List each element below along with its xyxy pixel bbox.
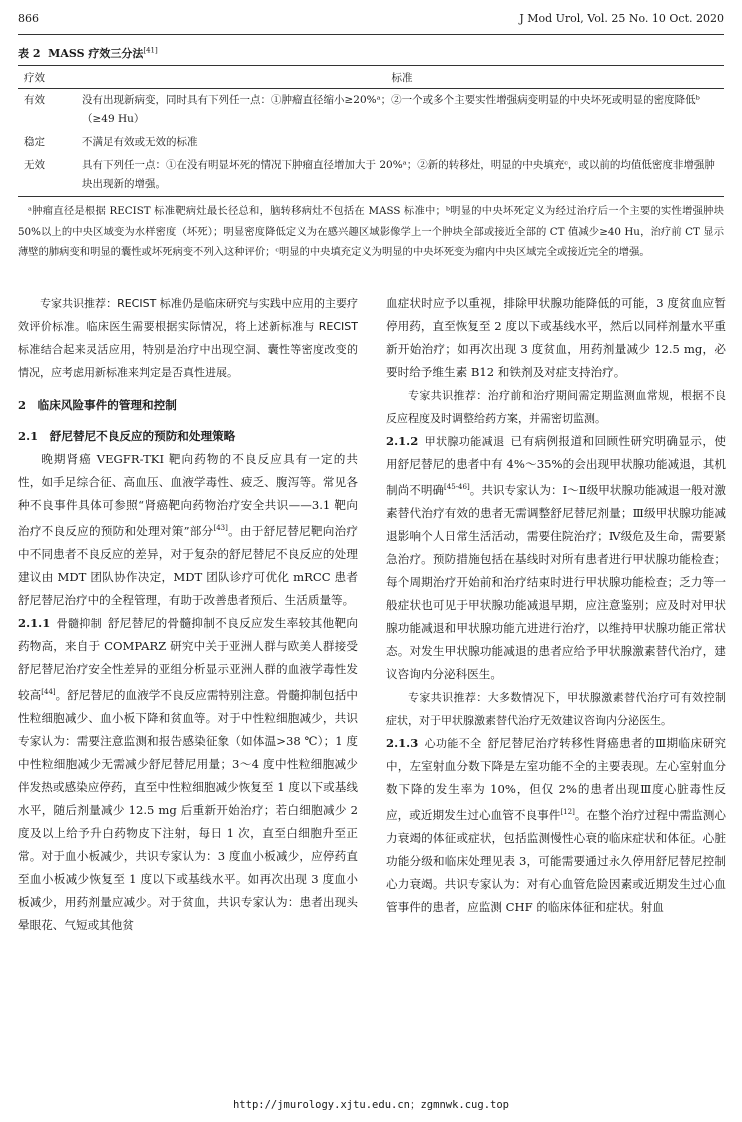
section-2-1-1-title: 骨髓抑制 <box>56 616 102 630</box>
consensus-thyroid: 专家共识推荐：大多数情况下，甲状腺激素替代治疗可有效控制症状，对于甲状腺激素替代治疗无效建议咨询内分泌医生。 <box>386 690 726 727</box>
running-header <box>18 12 724 30</box>
citation-45-46: [45-46] <box>444 483 470 491</box>
page-footer-url: http://jmurology.xjtu.edu.cn；zgmnwk.cug.top <box>232 1099 509 1111</box>
table-label: 表 2 <box>18 47 41 60</box>
table-footnote: ᵃ肿瘤直径是根据 RECIST 标准靶病灶最长径总和，脑转移病灶不包括在 MASS 标准中；ᵇ明显的中央坏死定义为经过治疗后一个主要的实性增强肿块 50%以上的中央区域变为水样密度（坏死）；明显密度降低定义为在感兴趣区域影像学上一个肿块全部或接近全部的 CT 值减少≥40 Hu，治疗前 CT 显示薄壁的肺病变和明显的囊性或坏死病变不列入这种评价；ᶜ明显的中央填充定义为明显的中央坏死变为瘤内中央区域完全或接近完全的增强。 <box>18 205 724 258</box>
citation-12: [12] <box>560 807 575 816</box>
section-2-1-1-number: 2.1.1 <box>18 615 51 630</box>
table-header-efficacy: 疗效 <box>18 67 80 89</box>
row-criteria: 不满足有效或无效的标准 <box>82 136 198 148</box>
row-label: 无效 <box>18 154 80 197</box>
table-row <box>18 154 724 197</box>
table-caption <box>18 45 158 61</box>
mass-table <box>18 67 724 197</box>
page-number: 866 <box>18 12 39 25</box>
paragraph-2-1-3: 2.1.3 心功能不全 舒尼替尼治疗转移性肾癌患者的Ⅲ期临床研究中，左室射血分数下降是左室功能不全的主要表现。左心室射血分数下降的发生率为 10%，但仅 2%的患者出现Ⅲ度心脏毒性反应，或近期发生过心血管不良事件[12]。在整个治疗过程中需监测心力衰竭的体征或症状，包括监测慢性心衰的临床症状和体征。心脏功能分级和临床处理见表 3，可能需要通过永久停用舒尼替尼控制心力衰竭。共识专家认为：对有心血管危险因素或近期发生过心血管事件的患者，应监测 CHF 的临床体征和症状。射血 <box>386 735 727 914</box>
consensus-blood: 专家共识推荐：治疗前和治疗期间需定期监测血常规，根据不良反应程度及时调整给药方案，并需密切监测。 <box>386 389 726 425</box>
table-top-rule <box>18 65 724 66</box>
citation-44: [44] <box>41 687 56 696</box>
section-2-1-3-title: 心功能不全 <box>424 736 482 750</box>
section-2-1-2-number: 2.1.2 <box>386 434 419 448</box>
right-column <box>386 292 726 919</box>
paragraph-anemia: 血症状时应予以重视，排除甲状腺功能降低的可能，3 度贫血应暂停用药，直至恢复至 2 度以下或基线水平，然后以同样剂量水平重新开始治疗；如再次出现 3 度贫血，用药剂量减少 12.5 mg，必要时给予维生素 B12 和铁剂及对症支持治疗。 <box>386 296 726 379</box>
consensus-recist: 专家共识推荐：RECIST 标准仍是临床研究与实践中应用的主要疗效评价标准。临床医生需要根据实际情况，将上述新标准与 RECIST 标准结合起来灵活应用，特别是治疗中出现空洞、囊性等密度改变的情况，应考虑用新标准来判定是否真性进展。 <box>18 297 358 379</box>
section-2-1-heading: 2.1 舒尼替尼不良反应的预防和处理策略 <box>18 429 236 443</box>
row-criteria: 没有出现新病变，同时具有下列任一点：①肿瘤直径缩小≥20%ᵃ；②一个或多个主要实性增强病变明显的中央坏死或明显的密度降低ᵇ（≥49 Hu） <box>82 94 700 125</box>
section-2-1-3-number: 2.1.3 <box>386 735 419 750</box>
paragraph-2-1-1: 2.1.1 骨髓抑制 舒尼替尼的骨髓抑制不良反应发生率较其他靶向药物高，来自于 COMPARZ 研究中关于亚洲人群与欧美人群接受舒尼替尼治疗安全性差异的亚组分析显示亚洲人群的血液学毒性发较高[44]。舒尼替尼的血液学不良反应需特别注意。骨髓抑制包括中性粒细胞减少、血小板下降和贫血等。对于中性粒细胞减少，共识专家认为：需要注意监测和报告感染征象（如体温>38 ℃）；1 度中性粒细胞减少无需减少舒尼替尼用量；3～4 度中性粒细胞减少伴发热或感染应停药，直至中性粒细胞减少恢复至 1 度以下或基线水平，随后剂量减少 12.5 mg 后重新开始治疗；若白细胞减少 2 度及以上给予升白药物皮下注射，每日 1 次，直至白细胞升至正常。对于血小板减少，共识专家认为：3 度血小板减少，应停药直至血小板减少恢复至 1 度以下或基线水平。如再次出现 3 度血小板减少，用药剂量应减少。对于贫血，共识专家认为：患者出现头晕眼花、气短或其他贫 <box>18 615 358 932</box>
section-2-1-2-title: 甲状腺功能减退 <box>424 435 505 448</box>
header-rule <box>18 34 724 35</box>
left-column <box>18 292 358 937</box>
section-2-heading: 2 临床风险事件的管理和控制 <box>18 398 177 412</box>
paragraph-2-1-2: 2.1.2 甲状腺功能减退 已有病例报道和回顾性研究明确显示，使用舒尼替尼的患者中有 4%～35%的会出现甲状腺功能减退，其机制尚不明确[45-46]。共识专家认为：Ⅰ～Ⅱ级甲状腺功能减退一般对激素替代治疗有效的患者无需调整舒尼替尼剂量；Ⅲ级甲状腺功能减退影响个人日常生活活动，需要住院治疗；Ⅳ级危及生命，需要紧急治疗。预防措施包括在基线时对所有患者进行甲状腺功能检查；每个周期治疗开始前和治疗结束时进行甲状腺功能检查；乏力等一般症状也可见于甲状腺功能减退早期，应注意鉴别；应及时对甲状腺功能减退和甲状腺功能亢进进行治疗，以维持甲状腺功能正常状态。对发生甲状腺功能减退的患者应给予甲状腺激素替代治疗，建议咨询内分泌科医生。 <box>386 434 726 681</box>
table-ref: [41] <box>143 46 158 55</box>
row-label: 稳定 <box>24 136 45 148</box>
citation-43: [43] <box>213 524 228 532</box>
journal-citation: J Mod Urol, Vol. 25 No. 10 Oct. 2020 <box>519 12 724 25</box>
table-row <box>18 131 724 154</box>
row-label: 有效 <box>24 94 45 106</box>
table-header-criteria: 标准 <box>80 67 724 89</box>
paragraph-intro: 晚期肾癌 VEGFR-TKI 靶向药物的不良反应具有一定的共性，如手足综合征、高血压、血液学毒性、疲乏、腹泻等。常见各种不良事件具体可参照“肾癌靶向药物治疗安全共识——3.1 靶向治疗不良反应的预防和处理对策”部分[43]。由于舒尼替尼靶向治疗中不同患者不良反应的差异，对于复杂的舒尼替尼不良反应的处理建议由 MDT 团队协作决定，MDT 团队诊疗可优化 mRCC 患者舒尼替尼治疗中的全程管理，有助于改善患者预后、生活质量等。 <box>18 452 358 607</box>
row-criteria: 具有下列任一点：①在没有明显坏死的情况下肿瘤直径增加大于 20%ᵃ；②新的转移灶，明显的中央填充ᶜ，或以前的均值低密度非增强肿块出现新的增强。 <box>80 154 724 197</box>
table-row <box>18 89 724 132</box>
table-title: MASS 疗效三分法 <box>48 47 144 60</box>
